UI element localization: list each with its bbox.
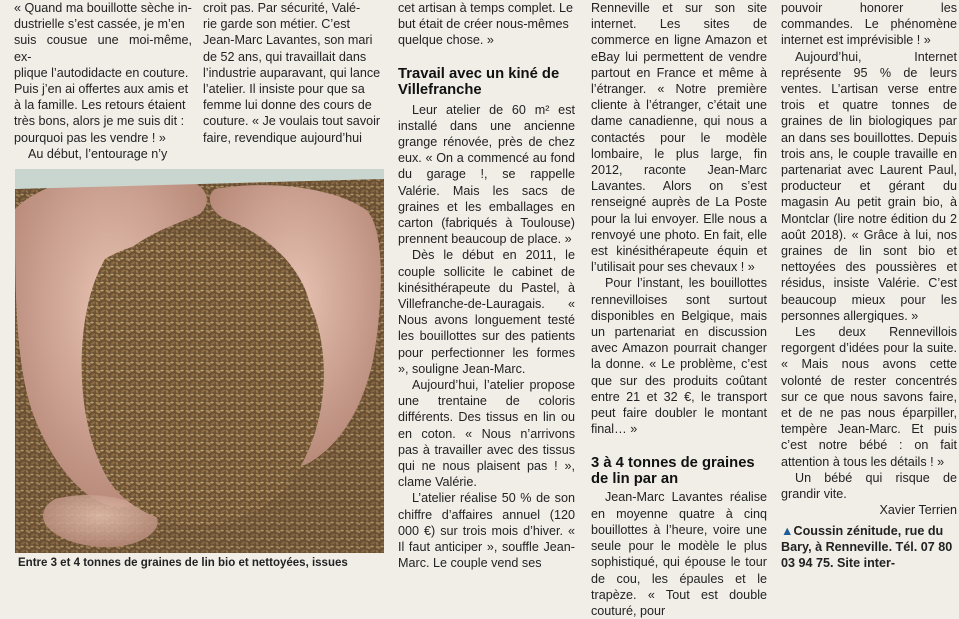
text-line: faire, revendique aujourd’hui [203,130,362,145]
paragraph: Un bébé qui risque de grandir vite. [781,470,957,502]
paragraph: Leur atelier de 60 m² est installé dans une ancienne grange rénovée, près de chez eux. « On a commencé au fond du garage !, se rappelle Valérie. Mais les sacs de graines et les emballages en carton (fabriqués à Toulouse) prennent beaucoup de place. » [398,102,575,247]
paragraph: Aujourd’hui, Internet représente 95 % de leurs ventes. L’artisan verse entre trois et quatre tonnes de graines de lin biologiques par an dans ses bouillottes. Depuis trois ans, le couple travaille en partenariat avec Laurent Paul, producteur et gérant du magasin Au petit grain bio, à Montclar (lire notre édition du 2 août 2018). « Grâce à lui, nos graines de lin sont bio et nettoyées des poussières et résidus, insiste Valérie. C’est beaucoup mieux pour les personnes allergiques. » [781,49,957,323]
paragraph: pouvoir honorer les commandes. Le phénomène internet est imprévisible ! » [781,1,957,48]
flax-seeds-photo [15,169,384,553]
article-column-3 [398,0,575,572]
text-line: de 52 ans, qui travaillait dans [203,49,367,64]
practical-info-text: Coussin zénitude, rue du Bary, à Renneville. Tél. 07 80 03 94 75. Site inter- [781,523,953,570]
text-line: plique l’autodidacte en couture. [14,65,189,80]
text-line: pourquoi pas les vendre ! » [14,130,166,145]
photo-caption: Entre 3 et 4 tonnes de graines de lin bio et nettoyées, issues [18,557,348,569]
flax-seeds-in-hands-icon [15,169,384,553]
paragraph: L’atelier réalise 50 % de son chiffre d’affaires annuel (120 000 €) sur trois mois d’hiver. « Il faut anticiper », souffle Jean-Marc. Le couple vend ses [398,491,575,571]
triangle-marker-icon: ▲ [781,523,794,538]
article-column-4 [591,0,767,619]
text-line: quelque chose. » [398,33,494,48]
section-heading: 3 à 4 tonnes de graines de lin par an [591,455,755,488]
paragraph: Aujourd’hui, l’atelier propose une trentaine de coloris différents. Des tissus en lin ou en coton. « Nous n’arrivons pas à travailler avec des tissus qui ne nous plaisent pas ! », clame Valérie. [398,378,575,490]
paragraph: Les deux Rennevillois regorgent d’idées pour la suite. « Mais nous avons cette volonté de rester concentrés sur ce que nous savons faire, et de ne pas nous éparpiller, tempère Jean-Marc. Et puis c’est notre bébé : on fait attention à tous les détails ! » [781,325,957,469]
text-line: croit pas. Par sécurité, Valé- [203,1,361,15]
text-line: cet artisan à temps complet. Le [398,1,573,15]
paragraph: Dès le début en 2011, le couple sollicite le cabinet de kinésithérapeute du Pastel, à Villefranche-de-Lauragais. « Nous avons longuement testé les bouillottes sur des patients pour perfectionner les formes », souligne Jean-Marc. [398,248,575,376]
text-line: but était de créer nous-mêmes [398,17,569,32]
text-line: très bons, alors je me suis dit : [14,114,185,129]
paragraph: Pour l’instant, les bouillottes rennevilloises sont surtout disponibles en Belgique, mais un partenariat en discussion avec Amazon pourrait changer la donne. « Le problème, c’est que sur des produits coûtant entre 21 et 32 €, le transport peut faire doubler le montant final… » [591,276,767,437]
paragraph: Jean-Marc Lavantes réalise en moyenne quatre à cinq bouillottes à l’heure, voire une seule pour le modèle le plus sophistiqué, qui épouse le tour de cou, les épaules et le trapèze. « Tout est double couturé, pour [591,490,767,618]
text-line: à la famille. Les retours étaient [14,98,186,113]
text-line: couture. « Je voulais tout savoir [203,114,381,129]
text-line: suis cousue une moi-même, ex- [14,33,192,64]
text-line: Jean-Marc Lavantes, son mari [203,33,373,48]
text-line: rie garde son métier. C’est [203,17,350,32]
text-line: Au début, l’entourage n’y [28,146,168,161]
text-line: dustrielle s’est cassée, je m’en [14,17,185,32]
text-line: femme lui donne des cours de [203,98,372,113]
text-line: l’industrie auparavant, qui lance [203,65,381,80]
paragraph: Renneville et sur son site internet. Les sites de commerce en ligne Amazon et eBay lui permettent de vendre partout en France et même à l’étranger. « Notre première cliente à l’étranger, c’était une dame canadienne, qui nous a contactés pour le modèle lombaire, le plus large, fin 2012, raconte Jean-Marc Lavantes. Alors on s’est renseigné auprès de La Poste pour la lui envoyer. Elle nous a renvoyé une photo. En fait, elle est kinésithérapeute équin et l’utilisait pour ses chevaux ! » [591,1,767,275]
practical-info [781,523,957,572]
section-heading: Travail avec un kiné de Villefranche [398,65,560,98]
text-line: Puis j’en ai offertes aux amis et [14,82,189,97]
text-line: l’atelier. Il insiste pour que sa [203,82,365,97]
text-line: « Quand ma bouillotte sèche in- [14,1,192,15]
article-column-1 [14,0,192,162]
author-signature: Xavier Terrien [879,503,957,518]
article-column-5 [781,0,957,571]
article-column-2 [203,0,382,146]
